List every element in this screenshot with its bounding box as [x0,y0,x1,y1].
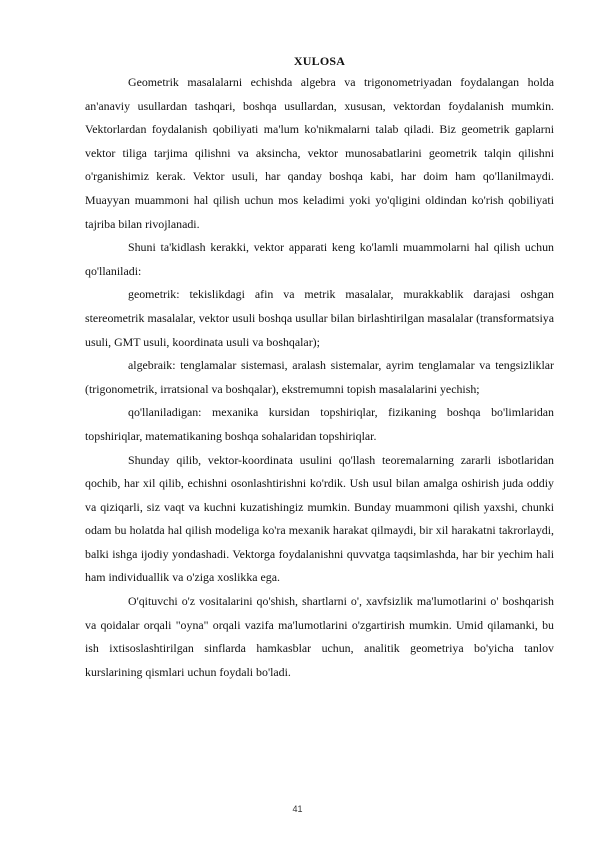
paragraph-geometric: geometrik: tekislikdagi afin va metrik masalalar, murakkablik darajasi oshgan stereometrik masalalar, vektor usuli boshqa usullar bilan birlashtirilgan masalalar (transformatsiya usuli, GMT usuli, koordinata usuli va boshqalar); [85,287,554,349]
paragraph-vector-apparatus: Shuni ta'kidlash kerakki, vektor apparati keng ko'lamli muammolarni hal qilish uchun qo'llaniladi: [85,240,554,278]
paragraph-intro: Geometrik masalalarni echishda algebra va trigonometriyadan foydalangan holda an'anaviy usullardan tashqari, boshqa usullardan, xususan, vektordan foydalanish mumkin. Vektorlardan foydalanish qobiliyati ma'lum ko'nikmalarni talab qiladi. Biz geometrik gaplarni vektor tiliga tarjima qilishni va aksincha, vektor munosabatlarini geometrik talqin qilishni o'rganishimiz kerak. Vektor usuli, har qanday boshqa kabi, har doim ham qo'llanilmaydi. Muayyan muammoni hal qilish uchun mos keladimi yoki yo'qligini oldindan ko'rish qobiliyati tajriba bilan rivojlanadi. [85,75,554,231]
page-number: 41 [292,804,303,814]
paragraph-teacher: O'qituvchi o'z vositalarini qo'shish, shartlarni o', xavfsizlik ma'lumotlarini o' boshqarish va qoidalar orqali "oyna" orqali vazifa ma'lumotlarini o'zgartirish mumkin. Umid qilamanki, bu ish ixtisoslashtirilgan sinflarda hamkasblar uchun, analitik geometriya bo'yicha tanlov kurslarining qismlari uchun foydali bo'ladi. [85,594,554,679]
paragraph-conclusion: Shunday qilib, vektor-koordinata usulini qo'llash teoremalarning zararli isbotlaridan qochib, har xil qilib, echishni osonlashtirishni ko'rdik. Ush usul bilan amalga oshirish juda oddiy va qiziqarli, siz vaqt va kuchni kuzatishingiz mumkin. Bunday muammoni qilish yaxshi, chunki odam bu holatda hal qilish modeliga ko'ra mexanik harakat qilmaydi, bir xil harakatni takrorlaydi, balki ishga ijodiy yondashadi. Vektorga foydalanishni quvvatga taqsimlashda, har bir yechim hali ham individuallik va o'ziga xoslikka ega. [85,452,554,585]
paragraph-applied: qo'llaniladigan: mexanika kursidan topshiriqlar, fizikaning boshqa bo'limlaridan topshiriqlar, matematikaning boshqa sohalaridan topshiriqlar. [85,405,554,443]
paragraph-algebraic: algebraik: tenglamalar sistemasi, aralash sistemalar, ayrim tenglamalar va tengsizliklar (trigonometrik, irratsional va boshqalar), ekstremumni topish masalalarini yechish; [85,358,554,396]
section-title: XULOSA [293,54,346,68]
